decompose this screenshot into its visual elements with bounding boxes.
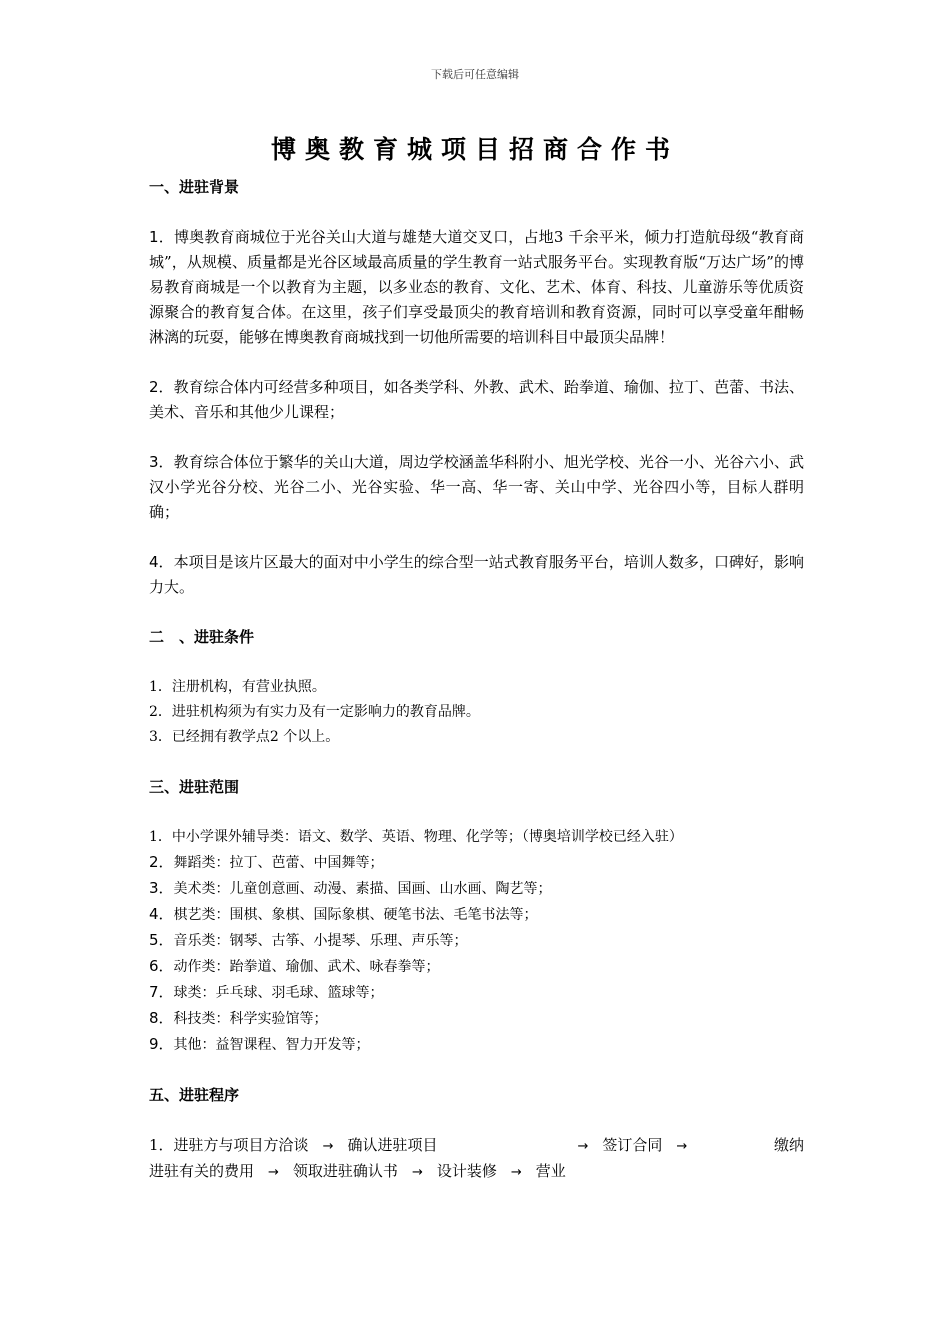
conditions-item-1 — [149, 675, 804, 700]
item-text: 球类：乒乓球、羽毛球、篮球等； — [173, 985, 384, 1001]
procedure-step-2: 确认进驻项目 — [347, 1136, 438, 1154]
item-text: 动作类：跆拳道、瑜伽、武术、咏春拳等； — [173, 959, 440, 975]
item-number: 3． — [149, 879, 174, 897]
item-number: 3． — [149, 729, 172, 745]
item-number: 2． — [149, 853, 174, 871]
item-number: 5． — [149, 931, 174, 949]
item-text: 教育综合体位于繁华的关山大道，周边学校涵盖华科附小、旭光学校、光谷一小、光谷六小、武汉小学光谷分校、光谷二小、光谷实验、华一高、华一寄、关山中学、光谷四小等，目标人群明确； — [149, 453, 804, 521]
procedure-line-2 — [149, 1159, 804, 1185]
item-number: 7． — [149, 983, 174, 1001]
procedure-step-8: 营业 — [535, 1162, 566, 1180]
item-text: 美术类：儿童创意画、动漫、素描、国画、山水画、陶艺等； — [173, 881, 552, 897]
scope-item-9 — [149, 1032, 804, 1058]
item-text: 教育综合体内可经营多种项目，如各类学科、外教、武术、跆拳道、瑜伽、拉丁、芭蕾、书法、美术、音乐和其他少儿课程； — [149, 378, 804, 421]
arrow-right-icon: → — [510, 1165, 522, 1180]
section-heading-scope: 三、进驻范围 — [149, 778, 240, 796]
conditions-item-2 — [149, 700, 804, 725]
item-number: 9． — [149, 1035, 174, 1053]
item-number: 1． — [149, 679, 172, 695]
background-item-1 — [149, 225, 804, 350]
item-text: 本项目是该片区最大的面对中小学生的综合型一站式教育服务平台，培训人数多，口碑好，影响力大。 — [149, 553, 804, 596]
arrow-right-icon: → — [268, 1165, 279, 1180]
scope-item-4 — [149, 902, 804, 928]
item-text: 中小学课外辅导类：语文、数学、英语、物理、化学等；（博奥培训学校已经入驻） — [171, 829, 683, 845]
item-number: 4． — [149, 553, 174, 571]
section-heading-background: 一、进驻背景 — [149, 178, 240, 196]
procedure-step-6: 领取进驻确认书 — [292, 1162, 398, 1180]
arrow-right-icon: → — [676, 1139, 688, 1154]
page-header-note: 下载后可任意编辑 — [431, 68, 519, 81]
scope-item-1 — [149, 825, 804, 850]
scope-item-3 — [149, 876, 804, 902]
arrow-right-icon: → — [322, 1139, 334, 1154]
item-text: 已经拥有教学点2 个以上。 — [171, 729, 340, 745]
procedure-step-7: 设计装修 — [436, 1162, 497, 1180]
item-number: 3． — [149, 453, 174, 471]
item-number: 4． — [149, 905, 174, 923]
item-text: 棋艺类：围棋、象棋、国际象棋、硬笔书法、毛笔书法等； — [173, 907, 538, 923]
section-heading-conditions: 二 、进驻条件 — [149, 628, 255, 646]
background-item-3 — [149, 450, 804, 525]
procedure-step-5: 进驻有关的费用 — [149, 1162, 255, 1180]
item-text: 科技类：科学实验馆等； — [173, 1011, 328, 1027]
item-number: 6． — [149, 957, 174, 975]
document-title: 博奥教育城项目招商合作书 — [270, 135, 679, 164]
item-number: 1． — [149, 228, 174, 246]
item-number: 1． — [149, 1136, 174, 1154]
scope-item-7 — [149, 980, 804, 1006]
item-number: 2． — [149, 378, 174, 396]
item-number: 2． — [149, 704, 172, 720]
item-number: 8． — [149, 1009, 174, 1027]
background-item-4 — [149, 550, 804, 600]
scope-item-5 — [149, 928, 804, 954]
item-text: 进驻机构须为有实力及有一定影响力的教育品牌。 — [171, 704, 480, 720]
section-heading-procedure: 五、进驻程序 — [149, 1086, 240, 1104]
document-body — [149, 175, 804, 1185]
scope-item-2 — [149, 850, 804, 876]
item-text: 舞蹈类：拉丁、芭蕾、中国舞等； — [173, 855, 384, 871]
conditions-item-3 — [149, 725, 804, 750]
item-text: 博奥教育商城位于光谷关山大道与雄楚大道交叉口，占地3 千余平米，倾力打造航母级“教育商城”，从规模、质量都是光谷区域最高质量的学生教育一站式服务平台。实现教育版“万达广场”的博易教育商城是一个以教育为主题，以多业态的教育、文化、艺术、体育、科技、儿童游乐等优质资源聚合的教育复合体。在这里，孩子们享受最顶尖的教育培训和教育资源，同时可以享受童年酣畅淋漓的玩耍，能够在博奥教育商城找到一切他所需要的培训科目中最顶尖品牌！ — [149, 228, 804, 346]
arrow-right-icon: → — [411, 1165, 423, 1180]
background-item-2 — [149, 375, 804, 425]
item-text: 注册机构，有营业执照。 — [171, 679, 326, 695]
item-text: 音乐类：钢琴、古筝、小提琴、乐理、声乐等； — [173, 933, 468, 949]
arrow-right-icon: → — [577, 1139, 589, 1154]
procedure-step-3: 签订合同 — [602, 1136, 663, 1154]
item-number: 1． — [149, 829, 172, 845]
item-text: 其他：益智课程、智力开发等； — [173, 1037, 370, 1053]
procedure-step-1: 进驻方与项目方洽谈 — [173, 1136, 309, 1154]
procedure-line-1 — [149, 1133, 804, 1159]
procedure-step-4: 缴纳 — [773, 1136, 804, 1154]
scope-item-6 — [149, 954, 804, 980]
scope-item-8 — [149, 1006, 804, 1032]
